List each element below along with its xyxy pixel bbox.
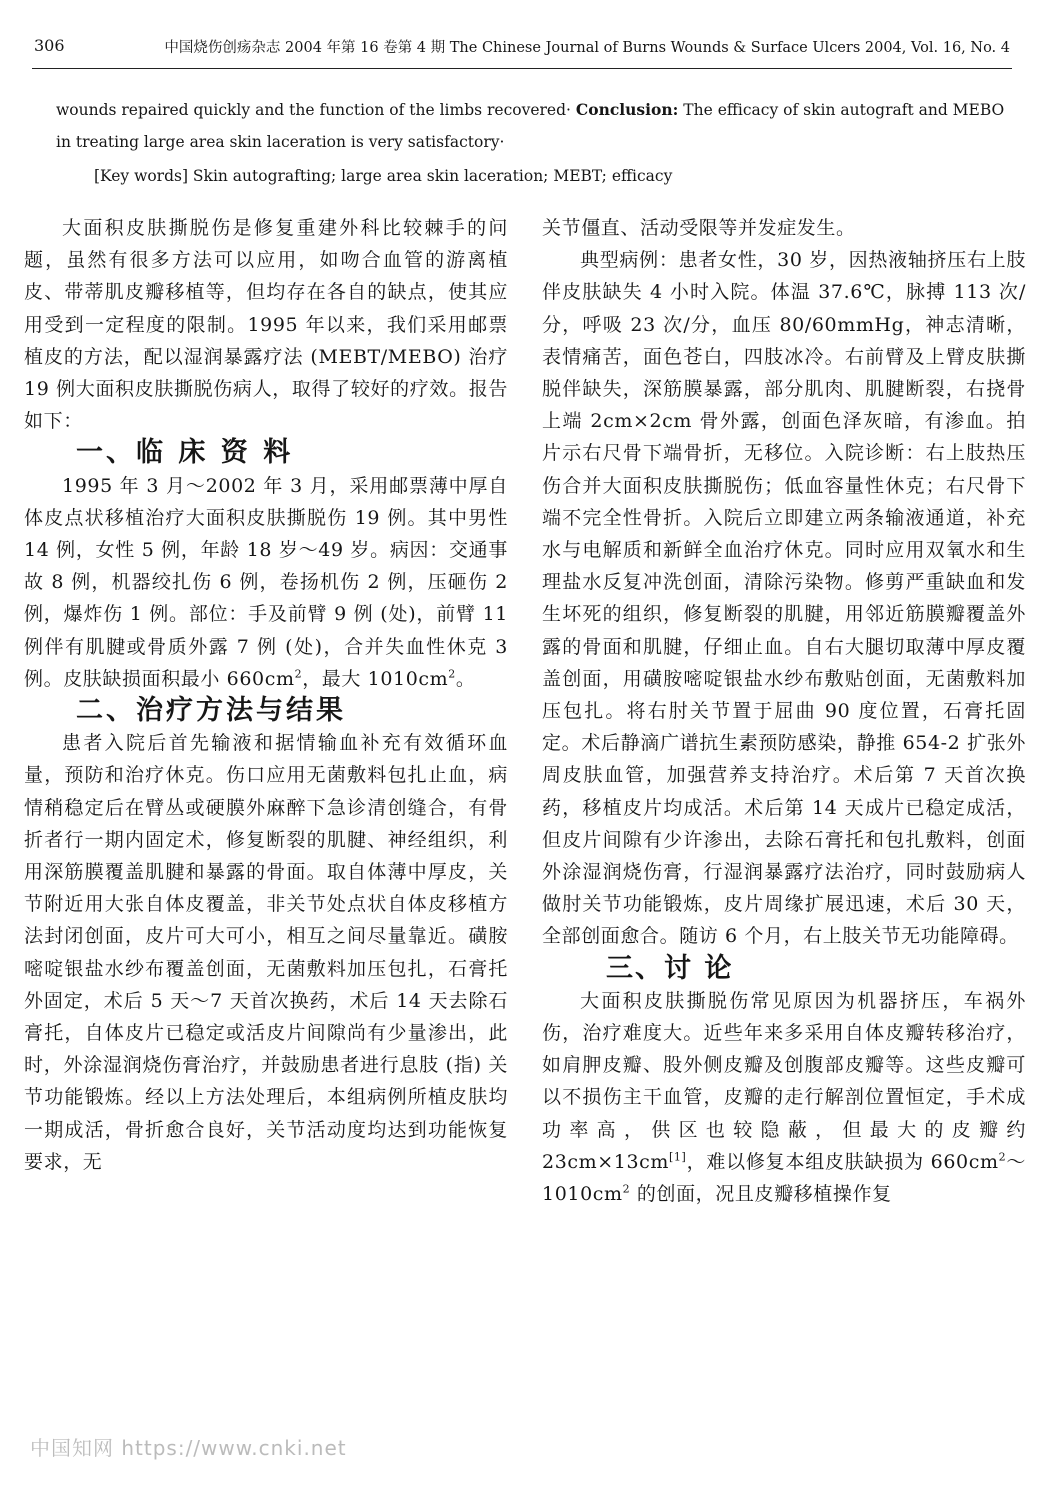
abstract-conclusion-paragraph — [56, 94, 1006, 158]
keywords-line — [56, 160, 1006, 192]
superscript: 2 — [998, 1150, 1007, 1164]
clinical-data-text: 1995 年 3 月～2002 年 3 月，采用邮票薄中厚自体皮点状移植治疗大面积皮肤撕脱伤 19 例。其中男性 14 例，女性 5 例，年龄 18 岁～49 岁。病因：交通事故 8 例，机器绞扎伤 6 例，卷扬机伤 2 例，压砸伤 2 例，爆炸伤 1 例。部位：手及前臂 9 例 (处)，前臂 11 例伴有肌腱或骨质外露 7 例 (处)，合并失血性休克 3 例。皮肤缺损面积最小 660cm — [24, 474, 508, 690]
discussion-text-c: ～1010cm — [542, 1150, 1026, 1206]
cnki-watermark: 中国知网 https://www.cnki.net — [30, 1436, 347, 1460]
clinical-data-text-mid: ，最大 1010cm — [302, 667, 449, 690]
case-report-paragraph: 典型病例：患者女性，30 岁，因热液轴挤压右上肢伴皮肤缺失 4 小时入院。体温 37.6℃，脉搏 113 次/分，呼吸 23 次/分，血压 80/60mmHg，神志清晰，表情痛苦，面色苍白，四肢冰冷。右前臂及上臂皮肤撕脱伴缺失，深筋膜暴露，部分肌肉、肌腱断裂，右挠骨上端 2cm×2cm 骨外露，创面色泽灰暗，有渗血。拍片示右尺骨下端骨折，无移位。入院诊断：右上肢热压伤合并大面积皮肤撕脱伤；低血容量性休克；右尺骨下端不完全性骨折。入院后立即建立两条输液通道，补充水与电解质和新鲜全血治疗休克。同时应用双氧水和生理盐水反复冲洗创面，清除污染物。修剪严重缺血和发生坏死的组织，修复断裂的肌腱，用邻近筋膜瓣覆盖外露的骨面和肌腱，仔细止血。自右大腿切取薄中厚皮覆盖创面，用磺胺嘧啶银盐水纱布敷贴创面，无菌敷料加压包扎。将右肘关节置于屈曲 90 度位置，石膏托固定。术后静滴广谱抗生素预防感染，静推 654-2 扩张外周皮肤血管，加强营养支持治疗。术后第 7 天首次换药，移植皮片均成活。术后第 14 天成片已稳定成活，但皮片间隙有少许渗出，去除石膏托和包扎敷料，创面外涂湿润烧伤膏，行湿润暴露疗法治疗，同时鼓励病人做肘关节功能锻炼，皮片周缘扩展迅速，术后 30 天，全部创面愈合。随访 6 个月，右上肢关节无功能障碍。 — [542, 249, 1026, 948]
discussion-text-d: 的创面，况且皮瓣移植操作复 — [630, 1183, 892, 1206]
discussion-paragraph — [542, 985, 1026, 1210]
discussion-text: 大面积皮肤撕脱伤常见原因为机器挤压，车祸外伤，治疗难度大。近些年来多采用自体皮瓣转移治疗，如肩胛皮瓣、股外侧皮瓣及创腹部皮瓣等。这些皮瓣可以不损伤主干血管，皮瓣的走行解剖位置恒定，手术成功率高，供区也较隐蔽，但最大的皮瓣约 23cm×13cm — [542, 989, 1026, 1173]
right-column — [542, 212, 1026, 1210]
discussion-text-b: ，难以修复本组皮肤缺损为 660cm — [686, 1150, 999, 1173]
page-number: 306 — [34, 36, 65, 55]
intro-paragraph: 大面积皮肤撕脱伤是修复重建外科比较棘手的问题，虽然有很多方法可以应用，如吻合血管的游离植皮、带蒂肌皮瓣移植等，但均存在各自的缺点，使其应用受到一定程度的限制。1995 年以来，我们采用邮票植皮的方法，配以湿润暴露疗法 (MEBT/MEBO) 治疗 19 例大面积皮肤撕脱伤病人，取得了较好的疗效。报告如下： — [24, 217, 508, 433]
section-heading-clinical-data: 一、临 床 资 料 — [76, 437, 294, 469]
section-heading-treatment: 二、治疗方法与结果 — [76, 695, 346, 727]
superscript: 2 — [294, 667, 303, 681]
superscript: 2 — [448, 667, 456, 681]
abstract-tail — [56, 94, 1006, 192]
conclusion-text: The efficacy of skin autograft and MEBO in treating large area skin laceration is very satisfactory· — [56, 101, 1005, 151]
header-rule — [32, 68, 1012, 69]
clinical-data-paragraph — [24, 470, 508, 695]
citation-reference: [1] — [669, 1150, 687, 1164]
treatment-continuation: 关节僵直、活动受限等并发症发生。 — [542, 217, 856, 239]
conclusion-label: Conclusion: — [575, 100, 679, 119]
journal-citation: 中国烧伤创疡杂志 2004 年第 16 卷第 4 期 The Chinese Journal of Burns Wounds & Surface Ulcers 2004, Vol. 16, No. 4 — [164, 40, 1010, 56]
treatment-paragraph: 患者入院后首先输液和据情输血补充有效循环血量，预防和治疗休克。伤口应用无菌敷料包扎止血，病情稍稳定后在臂丛或硬膜外麻醉下急诊清创缝合，有骨折者行一期内固定术，修复断裂的肌腱、神经组织，利用深筋膜覆盖肌腱和暴露的骨面。取自体薄中厚皮，关节附近用大张自体皮覆盖，非关节处点状自体皮移植方法封闭创面，皮片可大可小，相互之间尽量靠近。磺胺嘧啶银盐水纱布覆盖创面，无菌敷料加压包扎，石膏托外固定，术后 5 天～7 天首次换药，术后 14 天去除石膏托，自体皮片已稳定或活皮片间隙尚有少量渗出，此时，外涂湿润烧伤膏治疗，并鼓励患者进行息肢 (指) 关节功能锻炼。经以上方法处理后，本组病例所植皮肤均一期成活，骨折愈合良好，关节活动度均达到功能恢复要求，无 — [24, 732, 508, 1173]
keywords-label: [Key words] — [94, 167, 188, 185]
left-column — [24, 212, 508, 1178]
clinical-data-text-end: 。 — [455, 667, 476, 690]
running-header — [34, 36, 1010, 62]
keywords-text: Skin autografting; large area skin laceration; MEBT; efficacy — [188, 167, 673, 185]
abstract-results-text: wounds repaired quickly and the function of the limbs recovered· — [56, 101, 576, 119]
section-heading-discussion: 三、讨 论 — [606, 952, 734, 984]
superscript: 2 — [622, 1182, 631, 1196]
